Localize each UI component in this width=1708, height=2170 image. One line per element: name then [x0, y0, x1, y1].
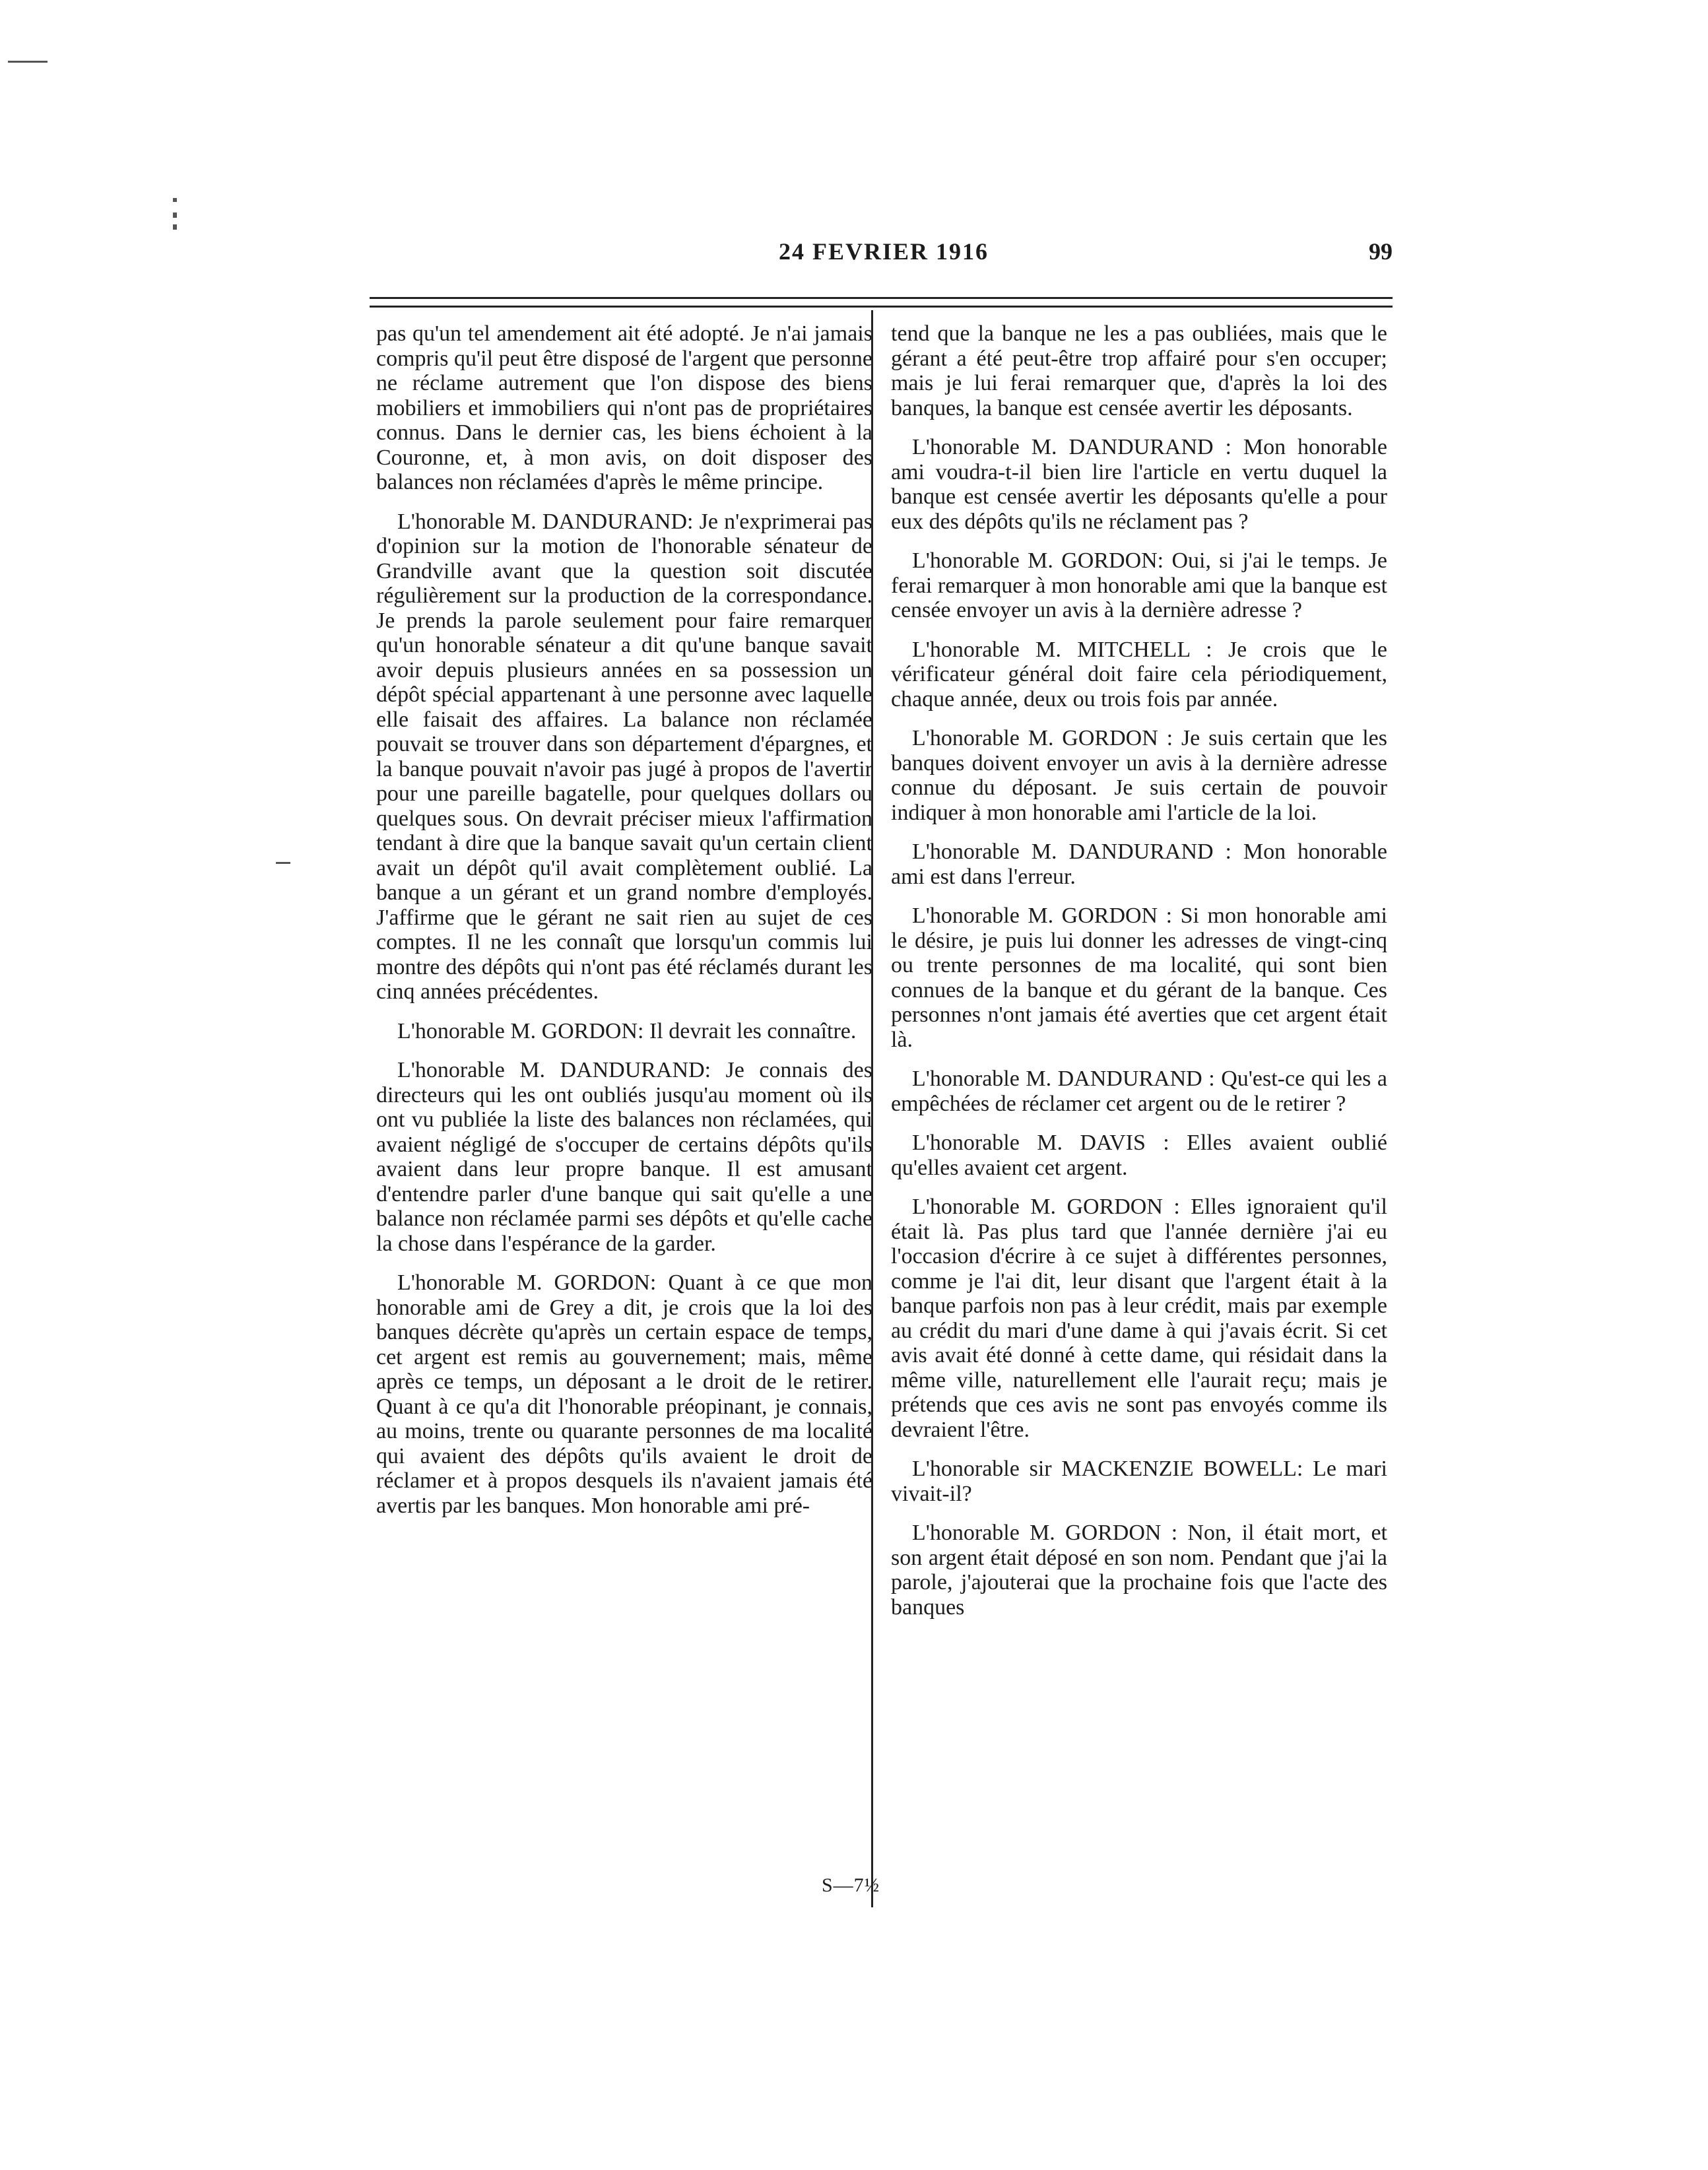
margin-dash-mid-left	[276, 862, 290, 864]
paragraph-text: : Qu'est-ce qui les a empêchées de réclamer cet argent ou de le retirer ?	[891, 1067, 1387, 1116]
paragraph-text: tend que la banque ne les a pas oubliées, mais que le gérant a été peut-être trop affairé pour s'en occuper; mais je lui ferai remarquer que, d'après la loi des banques, la banque est censée avertir les déposants.	[891, 321, 1387, 420]
speaker-name: L'honorable M. GORDON	[912, 1521, 1162, 1545]
speech-paragraph	[891, 726, 1387, 825]
paragraph-text: Je connais des directeurs qui les ont oubliés jusqu'au moment où ils ont vu publiée la liste des balances non réclamées, qui avaient négligé de s'occuper de certains dépôts qu'ils avaient dans leur propre banque. Il est amusant d'entendre parler d'une banque qui sait qu'elle a une balance non réclamée parmi ses dépôts et qu'elle cache la chose dans l'espérance de la garder.	[376, 1058, 872, 1256]
paragraph-text: : Je suis certain que les banques doivent envoyer un avis à la dernière adresse connue du déposant. Je suis certain de pouvoir indiquer à mon honorable ami l'article de la loi.	[891, 726, 1387, 825]
margin-dot-2	[173, 213, 177, 218]
speaker-name: L'honorable M. DAVIS	[912, 1131, 1146, 1155]
right-column	[891, 321, 1387, 1634]
paragraph-text: : Je crois que le vérificateur général doit faire cela périodiquement, chaque année, deux ou trois fois par année.	[891, 637, 1387, 711]
paragraph-text: Je n'exprimerai pas d'opinion sur la motion de l'honorable sénateur de Grandville avant que la question soit discutée régulièrement sur la production de la correspondance. Je prends la parole seulement pour faire remarquer qu'un honorable sénateur a dit qu'une banque savait avoir depuis plusieurs années en sa possession un dépôt spécial appartenant à une personne avec laquelle elle faisait des affaires. La balance non réclamée pouvait se trouver dans son département d'épargnes, et la banque pouvait n'avoir pas jugé à propos de l'avertir pour une pareille bagatelle, pour quelques dollars ou quelques sous. On devrait préciser mieux l'affirmation tendant à dire que la banque savait qu'un certain client avait un dépôt qu'il avait complètement oublié. La banque a un gérant et un grand nombre d'employés. J'affirme que le gérant ne sait rien au sujet de ces comptes. Il ne les connaît que lorsqu'un commis lui montre des dépôts qui n'ont pas été réclamés durant les cinq années précédentes.	[376, 509, 872, 1004]
speaker-name: L'honorable M. GORDON:	[397, 1018, 644, 1043]
paragraph-text: : Mon honorable ami est dans l'erreur.	[891, 839, 1387, 889]
speaker-name: L'honorable M. MITCHELL	[912, 637, 1190, 662]
speech-paragraph	[891, 1457, 1387, 1506]
speaker-name: L'honorable M. GORDON:	[912, 548, 1164, 573]
paragraph-text: Oui, si j'ai le temps. Je ferai remarquer à mon honorable ami que la banque est censée envoyer un avis à la dernière adresse ?	[891, 548, 1387, 622]
continued-paragraph	[376, 321, 872, 495]
speech-paragraph	[376, 1270, 872, 1518]
paragraph-text: Le mari vivait-il?	[891, 1457, 1387, 1506]
paragraph-text: : Elles avaient oublié qu'elles avaient cet argent.	[891, 1131, 1388, 1180]
speaker-name: L'honorable M. DANDURAND:	[397, 509, 694, 534]
speech-paragraph	[891, 839, 1387, 889]
speech-paragraph	[891, 904, 1387, 1052]
speech-paragraph	[891, 1521, 1387, 1620]
page-header	[370, 238, 1393, 277]
speaker-name: L'honorable M. GORDON	[912, 904, 1158, 928]
speaker-name: L'honorable M. DANDURAND:	[397, 1058, 711, 1082]
speaker-name: L'honorable M. DANDURAND	[912, 435, 1214, 459]
speaker-name: L'honorable M. GORDON:	[397, 1270, 657, 1295]
margin-dash-top-left	[8, 61, 48, 63]
speech-paragraph	[891, 1195, 1387, 1442]
margin-dot-3	[173, 224, 177, 230]
paragraph-text: : Elles ignoraient qu'il était là. Pas plus tard que l'année dernière j'ai eu l'occasion d'écrire à ce sujet à différentes personnes, comme je l'ai dit, leur disant que l'argent était à la banque parfois non pas à leur crédit, mais par exemple au crédit du mari d'une dame à qui j'avais écrit. Si cet avis avait été donné à cette dame, qui résidait dans la même ville, naturellement elle l'aurait reçu; mais je prétends que ces avis ne sont pas envoyés comme ils devraient l'être.	[891, 1195, 1387, 1442]
paragraph-text: Quant à ce que mon honorable ami de Grey a dit, je crois que la loi des banques décrète qu'après un certain espace de temps, cet argent est remis au gouvernement; mais, même après ce temps, un déposant a le droit de le retirer. Quant à ce qu'a dit l'honorable préopinant, je connais, au moins, trente ou quarante personnes de ma localité qui avaient des dépôts qu'ils avaient le droit de réclamer et à propos desquels ils n'avaient jamais été avertis par les banques. Mon honorable ami pré-	[376, 1270, 873, 1518]
speaker-name: L'honorable M. DANDURAND	[912, 839, 1214, 864]
speech-paragraph	[891, 1067, 1387, 1116]
speech-paragraph	[376, 1019, 872, 1044]
speech-paragraph	[891, 638, 1387, 712]
speech-paragraph	[891, 548, 1387, 623]
signature-mark: S—7½	[822, 1874, 880, 1896]
speech-paragraph	[891, 1131, 1387, 1180]
speaker-name: L'honorable sir MACKENZIE BOWELL:	[912, 1457, 1303, 1481]
left-column	[376, 321, 872, 1532]
paragraph-text: : Mon honorable ami voudra-t-il bien lire l'article en vertu duquel la banque est censée avertir les déposants qu'elle a pour eux des dépôts qu'ils ne réclament pas ?	[891, 435, 1387, 534]
speech-paragraph	[376, 510, 872, 1004]
margin-dot-1	[173, 198, 177, 202]
header-rule	[370, 297, 1393, 308]
speaker-name: L'honorable M. DANDURAND	[912, 1067, 1202, 1091]
speech-paragraph	[891, 435, 1387, 534]
speaker-name: L'honorable M. GORDON	[912, 1195, 1163, 1219]
paragraph-text: Il devrait les connaître.	[643, 1018, 857, 1043]
paragraph-text: : Non, il était mort, et son argent était déposé en son nom. Pendant que j'ai la parole, j'ajouterai que la prochaine fois que l'acte des banques	[891, 1521, 1387, 1620]
continued-paragraph	[891, 321, 1387, 420]
header-date: 24 FEVRIER 1916	[779, 238, 989, 265]
page-number: 99	[1369, 238, 1393, 265]
speech-paragraph	[376, 1058, 872, 1256]
speaker-name: L'honorable M. GORDON	[912, 726, 1158, 750]
paragraph-text: pas qu'un tel amendement ait été adopté. Je n'ai jamais compris qu'il peut être disposé de l'argent que personne ne réclame autrement que l'on dispose des biens mobiliers et immobiliers qui n'ont pas de propriétaires connus. Dans le dernier cas, les biens échoient à la Couronne, et, à mon avis, on doit disposer des balances non réclamées d'après le même principe.	[376, 321, 872, 494]
paragraph-text: : Si mon honorable ami le désire, je puis lui donner les adresses de vingt-cinq ou trente personnes de ma localité, qui sont bien connues de la banque et du gérant de la banque. Ces personnes n'ont jamais été averties que cet argent était là.	[891, 904, 1387, 1052]
